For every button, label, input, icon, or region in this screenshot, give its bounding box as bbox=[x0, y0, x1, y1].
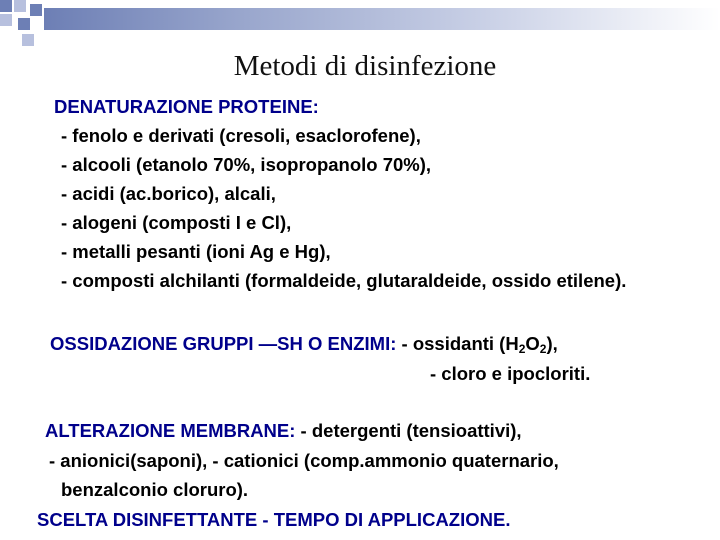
denaturazione-item: - composti alchilanti (formaldeide, glutaraldeide, ossido etilene). bbox=[61, 270, 627, 291]
ossidazione-line-1 bbox=[50, 329, 558, 358]
ossidazione-text: - ossidanti (H bbox=[396, 333, 519, 354]
denaturazione-item: - acidi (ac.borico), alcali, bbox=[61, 183, 276, 204]
denaturazione-item: - fenolo e derivati (cresoli, esaclorofene), bbox=[61, 125, 421, 146]
alterazione-line-1 bbox=[45, 416, 522, 445]
slide-title: Metodi di disinfezione bbox=[233, 50, 497, 82]
denaturazione-item: - alogeni (composti I e Cl), bbox=[61, 212, 292, 233]
alterazione-heading: ALTERAZIONE MEMBRANE: bbox=[45, 420, 296, 441]
alterazione-line-3: benzalconio cloruro). bbox=[61, 479, 249, 500]
subscript: 2 bbox=[539, 342, 547, 356]
header-gradient-bar bbox=[44, 8, 720, 30]
footer-text: SCELTA DISINFETTANTE - TEMPO DI APPLICAZIONE. bbox=[37, 509, 511, 530]
decor-square bbox=[0, 14, 12, 26]
decor-square bbox=[14, 0, 26, 12]
denaturazione-item: - metalli pesanti (ioni Ag e Hg), bbox=[61, 241, 331, 262]
corner-decoration bbox=[0, 0, 720, 48]
alterazione-line-2: - anionici(saponi), - cationici (comp.ammonio quaternario, bbox=[49, 450, 559, 471]
ossidazione-line-2: - cloro e ipocloriti. bbox=[430, 363, 591, 384]
decor-square bbox=[0, 0, 12, 12]
ossidazione-text: ), bbox=[546, 333, 558, 354]
decor-square bbox=[22, 34, 34, 46]
decor-square bbox=[18, 18, 30, 30]
subscript: 2 bbox=[518, 342, 526, 356]
ossidazione-heading: OSSIDAZIONE GRUPPI —SH O ENZIMI: bbox=[50, 333, 397, 354]
denaturazione-heading: DENATURAZIONE PROTEINE: bbox=[54, 96, 319, 117]
ossidazione-text: O bbox=[525, 333, 540, 354]
decor-square bbox=[30, 4, 42, 16]
alterazione-text: - detergenti (tensioattivi), bbox=[295, 420, 522, 441]
denaturazione-item: - alcooli (etanolo 70%, isopropanolo 70%), bbox=[61, 154, 432, 175]
